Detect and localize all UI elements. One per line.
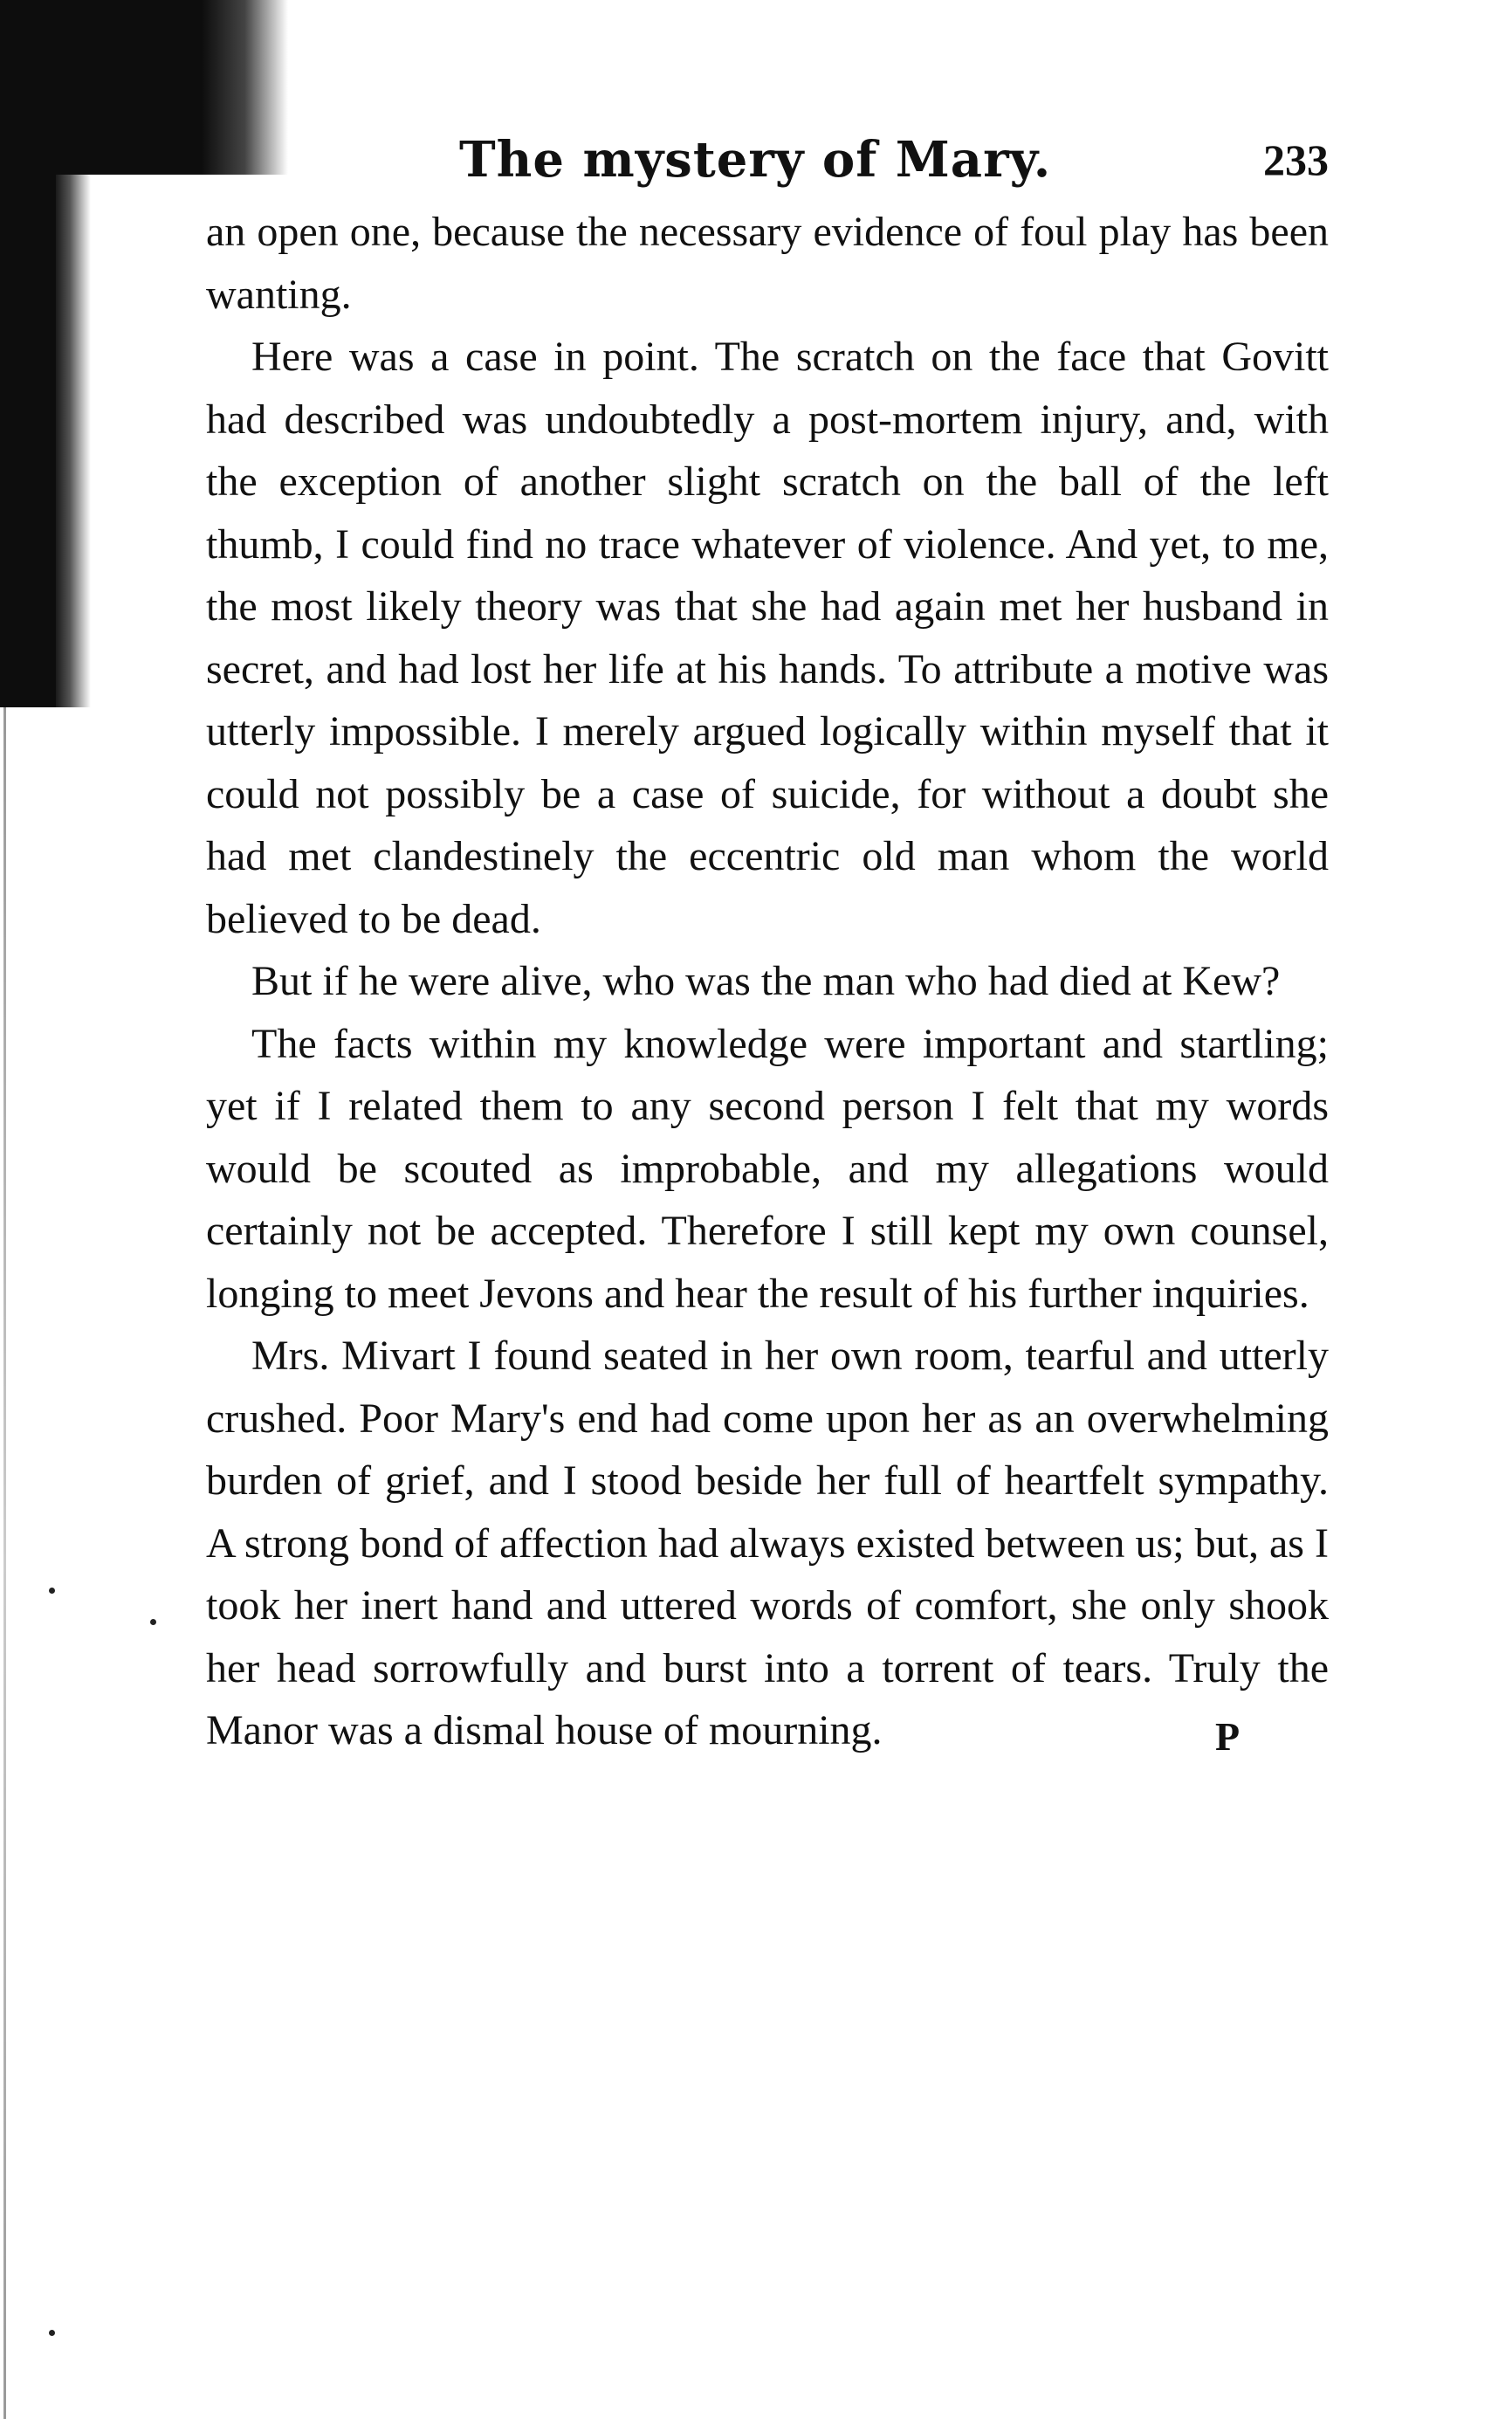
running-head (206, 131, 1329, 201)
paragraph: Mrs. Mivart I found seated in her own room, tearful and utterly crushed. Poor Mary's end had come upon her as an overwhelming burden of grief, and I stood beside her full of heartfelt sympathy. A strong bond of affection had always existed between us; but, as I took her inert hand and uttered words of comfort, she only shook her head sorrowfully and burst into a torrent of tears. Truly the Manor was a dismal house of mourning. (206, 1333, 1329, 1753)
paragraph: an open one, because the necessary evidence of foul play has been wanting. (206, 209, 1329, 318)
body-text (206, 201, 1329, 1762)
paragraph: Here was a case in point. The scratch on the face that Govitt had described was undoubtedly a post-mortem injury, and, with the exception of another slight scratch on the ball of the left thumb, I could find no trace whatever of violence. And yet, to me, the most likely theory was that she had again met her husband in secret, and had lost her life at his hands. To attribute a motive was utterly impossible. I merely argued logically within myself that it could not possibly be a case of suicide, for without a doubt she had met clandestinely the eccentric old man whom the world believed to be dead. (206, 334, 1329, 942)
running-title: The mystery of Mary. (459, 131, 1052, 189)
book-page (206, 131, 1329, 1762)
page-margin-line (3, 707, 6, 2419)
signature-mark: P (1215, 1714, 1241, 1759)
stray-dot (49, 2330, 55, 2336)
scan-shadow-fade (56, 175, 91, 707)
stray-dot (150, 1619, 156, 1625)
paragraph: But if he were alive, who was the man who had died at Kew? (251, 958, 1281, 1004)
paragraph: The facts within my knowledge were important and startling; yet if I related them to any second person I felt that my words would be scouted as improbable, and my allegations would certainly not be accepted. Therefore I still kept my own counsel, longing to meet Jevons and hear the result of his further inquiries. (206, 1020, 1329, 1317)
scan-shadow-edge (0, 0, 56, 707)
page-number: 233 (1263, 135, 1329, 184)
stray-dot (49, 1588, 55, 1594)
